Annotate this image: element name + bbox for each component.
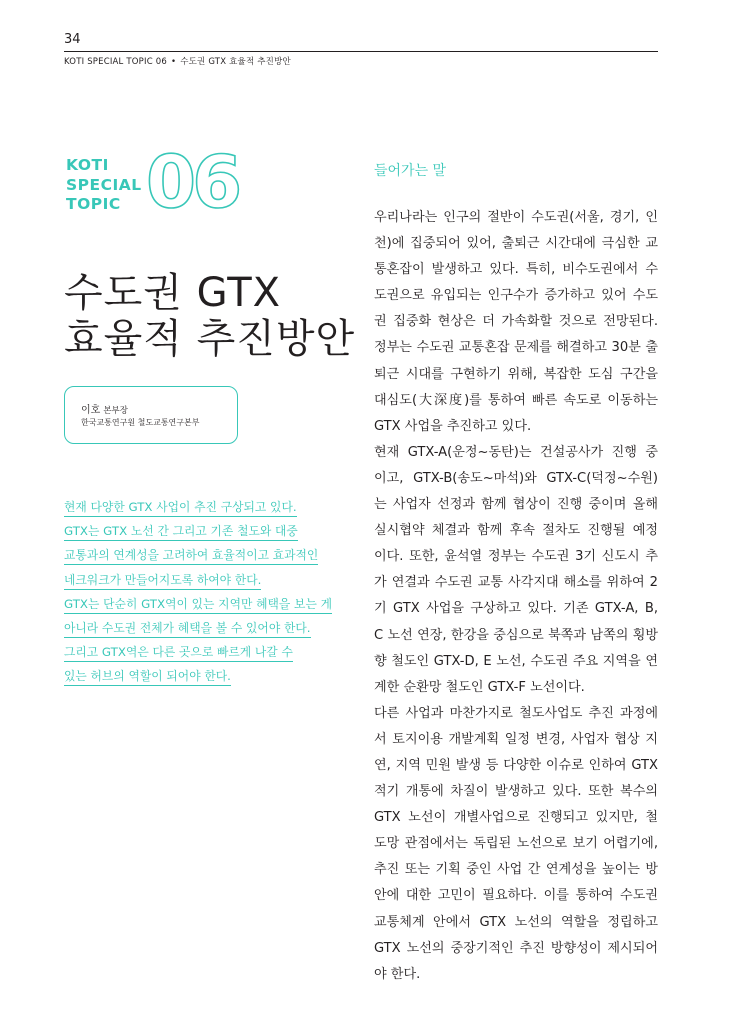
running-head-series: KOTI SPECIAL TOPIC 06 (64, 57, 167, 67)
body-line: 이다. 또한, 윤석열 정부는 수도권 3기 신도시 추 (374, 549, 658, 565)
body-line: 계한 순환망 철도인 GTX-F 노선이다. (374, 679, 585, 695)
body-text (374, 205, 658, 988)
body-line: 정부는 수도권 교통혼잡 문제를 해결하고 30분 출 (374, 340, 658, 356)
body-line: 도망 관점에서는 독립된 노선으로 보기 어렵기에, (374, 836, 658, 852)
running-head-topic: 수도권 GTX 효율적 추진방안 (180, 57, 291, 67)
body-line: 기 GTX 사업을 구상하고 있다. 기존 GTX-A, B, (374, 601, 658, 617)
article-title-line1: 수도권 GTX (64, 270, 282, 316)
body-line: 적기 개통에 차질이 발생하고 있다. 또한 복수의 (374, 784, 658, 800)
body-line: 향 철도인 GTX-D, E 노선, 수도권 주요 지역을 연 (374, 653, 658, 669)
body-line: 실시협약 체결과 함께 후속 절차도 진행될 예정 (374, 523, 658, 539)
running-head-separator: • (170, 57, 177, 67)
body-line: 연, 지역 민원 발생 등 다양한 이슈로 인하여 GTX (374, 757, 658, 773)
body-line: 추진 또는 기획 중인 사업 간 연계성을 높이는 방 (374, 862, 658, 878)
pull-quote-line: 네크워크가 만들어지도록 하여야 한다. (64, 568, 348, 592)
body-line: 현재 GTX-A(운정~동탄)는 건설공사가 진행 중 (374, 444, 658, 460)
body-line: GTX 노선이 개별사업으로 진행되고 있지만, 철 (374, 810, 658, 826)
topic-label-line: TOPIC (66, 195, 121, 213)
body-line: 통혼잡이 발생하고 있다. 특히, 비수도권에서 수 (374, 262, 658, 278)
body-line: 는 사업자 선정과 함께 협상이 진행 중이며 올해 (374, 497, 658, 513)
pull-quote-line: 교통과의 연계성을 고려하여 효율적이고 효과적인 (64, 543, 348, 567)
page-number: 34 (64, 32, 81, 47)
body-line: 퇴근 시대를 구현하기 위해, 복잡한 도심 구간을 (374, 366, 658, 382)
author-name: 이호 (81, 405, 101, 416)
topic-label-line: SPECIAL (66, 175, 142, 194)
body-line: C 노선 연장, 한강을 중심으로 북쪽과 남쪽의 횡방 (374, 627, 658, 643)
topic-label (66, 156, 142, 215)
pull-quote-line: 현재 다양한 GTX 사업이 추진 구상되고 있다. (64, 495, 348, 519)
topic-label-line: KOTI (66, 156, 109, 174)
pull-quote-line: 아니라 수도권 전체가 혜택을 볼 수 있어야 한다. (64, 616, 348, 640)
body-line: 천)에 집중되어 있어, 출퇴근 시간대에 극심한 교 (374, 236, 658, 252)
pull-quote-line: GTX는 GTX 노선 간 그리고 기존 철도와 대중 (64, 519, 348, 543)
section-heading: 들어가는 말 (374, 163, 447, 179)
body-line: 대심도(大深度)를 통하여 빠른 속도로 이동하는 (374, 392, 658, 408)
pull-quote-line: GTX는 단순히 GTX역이 있는 지역만 혜택을 보는 게 (64, 592, 348, 616)
body-line: 교통체계 안에서 GTX 노선의 역할을 정립하고 (374, 914, 658, 930)
pull-quote (64, 495, 348, 689)
body-line: 야 한다. (374, 966, 421, 982)
author-role: 본부장 (103, 406, 128, 416)
author-box (64, 386, 238, 444)
body-line: 도권으로 유입되는 인구수가 증가하고 있어 수도 (374, 288, 658, 304)
body-line: 우리나라는 인구의 절반이 수도권(서울, 경기, 인 (374, 210, 658, 225)
body-line: GTX 사업을 추진하고 있다. (374, 418, 532, 434)
body-line: 이고, GTX-B(송도~마석)와 GTX-C(덕정~수원) (374, 470, 658, 486)
header-rule (64, 51, 658, 52)
running-head (64, 55, 291, 67)
body-line: 다른 사업과 마찬가지로 철도사업도 추진 과정에 (374, 705, 658, 721)
body-line: 권 집중화 현상은 더 가속화할 것으로 전망된다. (374, 314, 658, 330)
article-title-line2: 효율적 추진방안 (64, 316, 356, 362)
author-organization: 한국교통연구원 철도교통연구본부 (81, 418, 200, 427)
author-name-line (81, 401, 128, 416)
body-line: 서 토지이용 개발계획 일정 변경, 사업자 협상 지 (374, 731, 658, 747)
body-line: 가 연결과 수도권 교통 사각지대 해소를 위하여 2 (374, 575, 658, 591)
body-line: 안에 대한 고민이 필요하다. 이를 통하여 수도권 (374, 888, 658, 904)
article-title (64, 270, 355, 362)
body-line: GTX 노선의 중장기적인 추진 방향성이 제시되어 (374, 940, 658, 956)
pull-quote-line: 그리고 GTX역은 다른 곳으로 빠르게 나갈 수 (64, 640, 348, 664)
topic-number: 06 (146, 140, 239, 224)
pull-quote-line: 있는 허브의 역할이 되어야 한다. (64, 664, 348, 688)
